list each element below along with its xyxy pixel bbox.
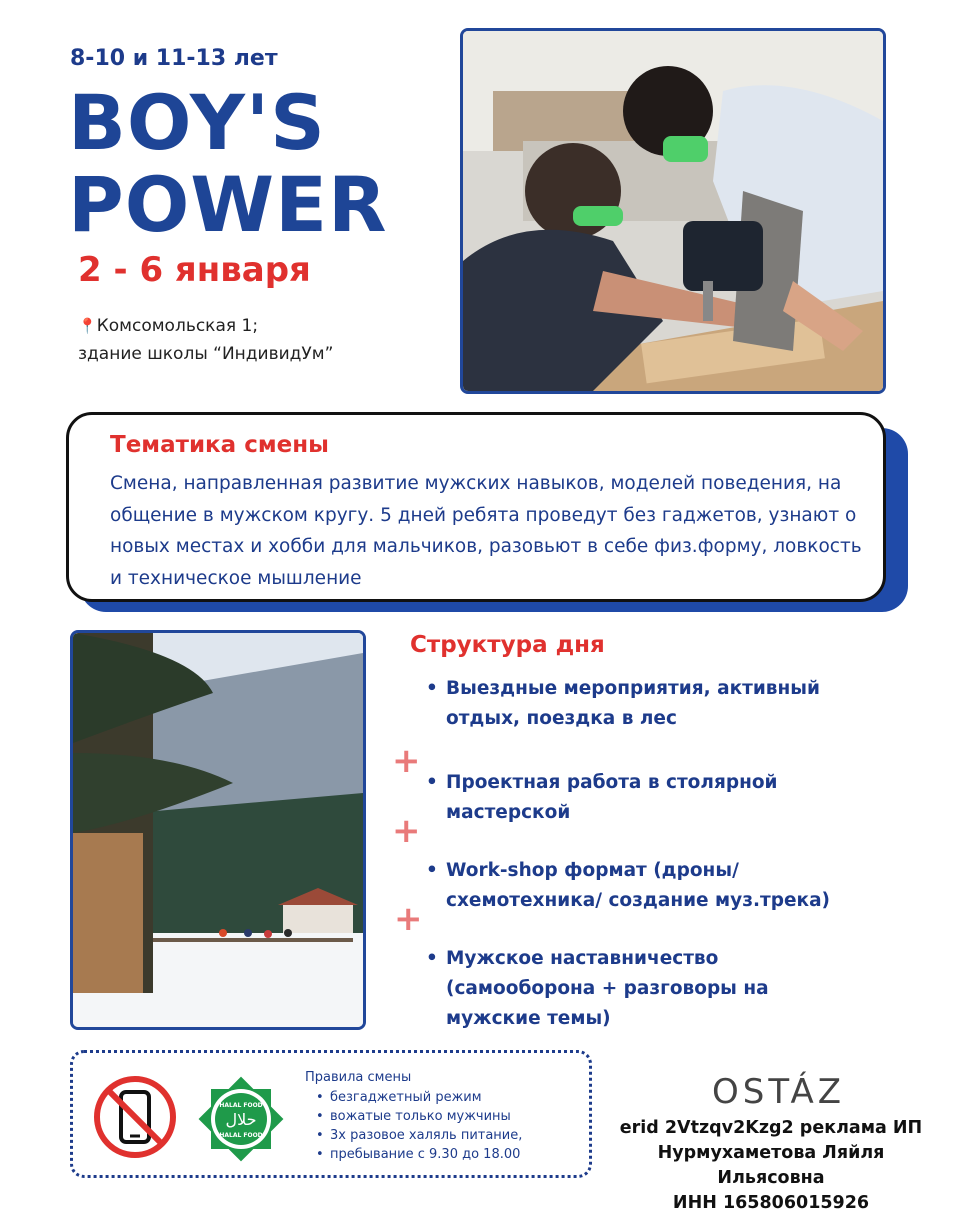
halal-food-icon: [196, 1074, 286, 1168]
winter-forest-photo: [70, 630, 366, 1030]
structure-item: • Work-shop формат (дроны/ схемотехника/ создание муз.трека): [446, 856, 830, 916]
address-line-1: Комсомольская 1;: [96, 316, 259, 336]
rules-item: • вожатые только мужчины: [330, 1107, 522, 1126]
structure-title: Структура дня: [410, 632, 605, 658]
address-line-2: здание школы “ИндивидУм”: [78, 344, 334, 364]
theme-title: Тематика смены: [110, 432, 329, 458]
page-title: [68, 78, 388, 249]
workshop-photo: [460, 28, 886, 394]
title-line-2: POWER: [68, 160, 388, 249]
halal-center-text: حلال: [225, 1110, 257, 1129]
legal-line-2: Нурмухаметова Ляйля Ильясовна: [657, 1143, 885, 1188]
rules-item: • 3х разовое халяль питание,: [330, 1126, 522, 1145]
structure-item: • Проектная работа в столярной мастерской: [446, 768, 778, 828]
plus-icon: +: [392, 811, 421, 851]
legal-info: [604, 1116, 938, 1216]
halal-top-text: HALAL FOOD: [219, 1102, 263, 1109]
rules-list: [330, 1088, 522, 1164]
plus-icon: +: [394, 899, 423, 939]
rules-item: • безгаджетный режим: [330, 1088, 522, 1107]
structure-item: • Мужское наставничество (самооборона + разговоры на мужские темы): [446, 944, 769, 1034]
brand-logo: OSTÁZ: [712, 1072, 846, 1112]
rules-title: Правила смены: [305, 1070, 412, 1085]
theme-text: Смена, направленная развитие мужских навыков, моделей поведения, на общение в мужском кругу. 5 дней ребята проведут без гаджетов, узнают о новых местах и хобби для мальчиков, разовьют в себе физ.форму, ловкость и техническое мышление: [110, 473, 862, 589]
rules-item: • пребывание с 9.30 до 18.00: [330, 1145, 522, 1164]
address: [78, 312, 333, 368]
event-dates: 2 - 6 января: [78, 250, 311, 290]
halal-bottom-text: HALAL FOOD: [219, 1132, 263, 1139]
location-pin-icon: 📍: [78, 317, 97, 335]
structure-item: • Выездные мероприятия, активный отдых, поездка в лес: [446, 674, 820, 734]
age-groups: 8-10 и 11-13 лет: [70, 46, 278, 71]
no-phone-icon: [92, 1074, 178, 1164]
plus-icon: +: [392, 741, 421, 781]
legal-line-1: erid 2Vtzqv2Kzg2 реклама ИП: [619, 1118, 923, 1138]
legal-line-3: ИНН 165806015926: [672, 1193, 870, 1213]
title-line-1: BOY'S: [68, 78, 326, 167]
